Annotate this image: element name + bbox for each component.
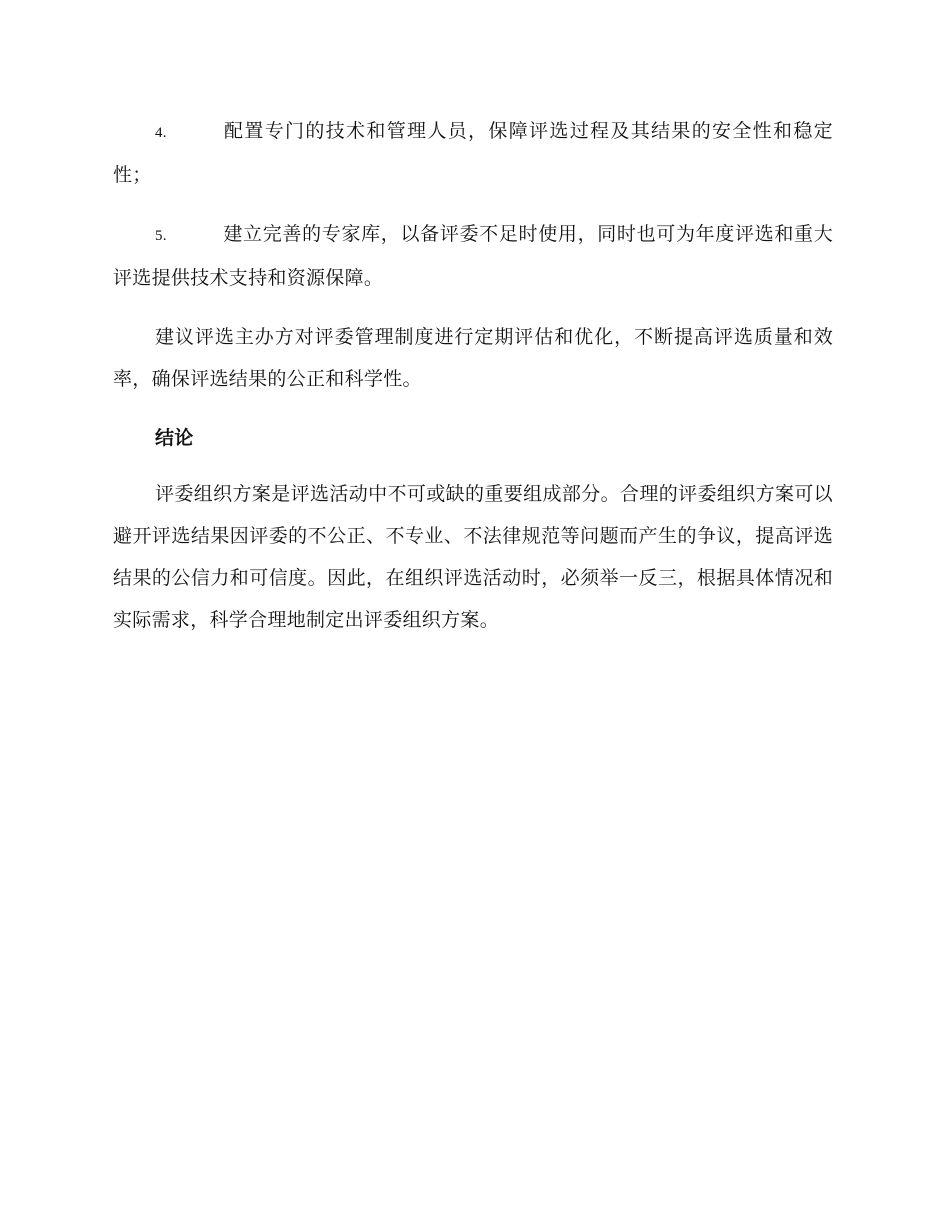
list-item-5 [113,213,833,299]
document-page [113,110,833,658]
list-item-text: 建立完善的专家库，以备评委不足时使用，同时也可为年度评选和重大评选提供技术支持和资源保障。 [113,223,833,289]
list-item-text: 配置专门的技术和管理人员，保障评选过程及其结果的安全性和稳定性； [113,120,833,186]
recommendation-paragraph: 建议评选主办方对评委管理制度进行定期评估和优化，不断提高评选质量和效率，确保评选结果的公正和科学性。 [113,326,833,390]
conclusion-heading: 结论 [155,427,194,449]
list-number: 5. [155,228,167,244]
list-item-4 [113,110,833,196]
list-number: 4. [155,125,167,141]
conclusion-paragraph: 评委组织方案是评选活动中不可或缺的重要组成部分。合理的评委组织方案可以避开评选结果因评委的不公正、不专业、不法律规范等问题而产生的争议，提高评选结果的公信力和可信度。因此，在组织评选活动时，必须举一反三，根据具体情况和实际需求，科学合理地制定出评委组织方案。 [113,483,833,631]
